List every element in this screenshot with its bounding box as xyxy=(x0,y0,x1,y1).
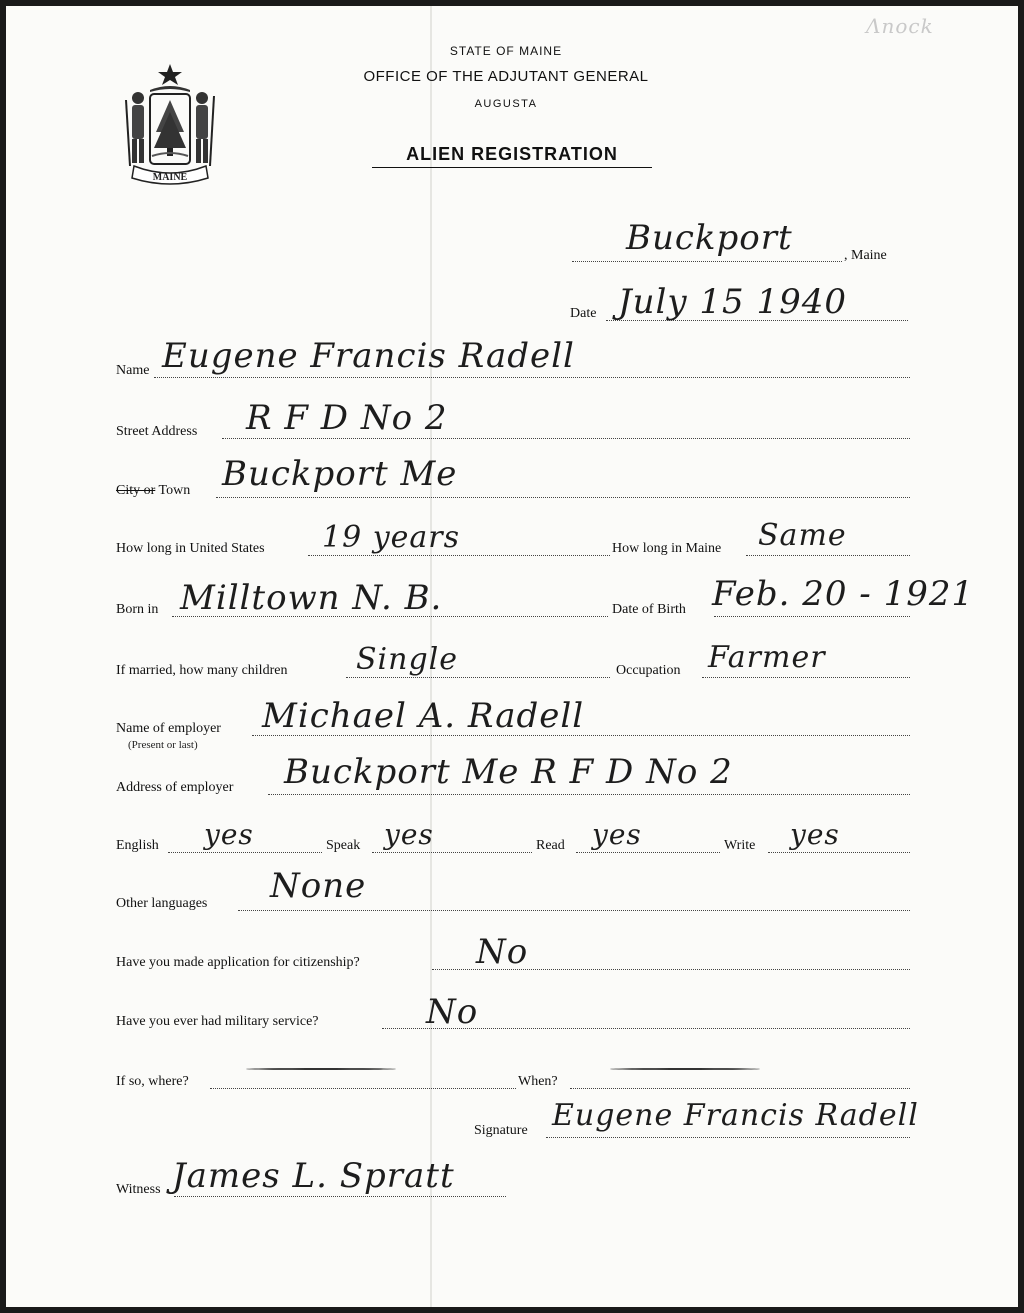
when-line xyxy=(570,1088,910,1089)
where-dash-mark xyxy=(246,1068,396,1070)
employer-address-line xyxy=(268,794,910,795)
children-line xyxy=(346,677,610,678)
street-label: Street Address xyxy=(116,424,198,439)
children-label: If married, how many children xyxy=(116,663,288,678)
witness-line xyxy=(174,1196,506,1197)
speak-label: Speak xyxy=(326,838,361,853)
us-duration-value: 19 years xyxy=(322,520,461,555)
occupation-line xyxy=(702,677,910,678)
birthplace-label: Born in xyxy=(116,602,159,617)
birthplace-value: Milltown N. B. xyxy=(180,578,443,618)
dob-value: Feb. 20 - 1921 xyxy=(712,574,975,614)
occupation-value: Farmer xyxy=(708,640,826,675)
signature-label: Signature xyxy=(474,1123,528,1138)
date-label: Date xyxy=(570,306,597,321)
dob-line xyxy=(714,616,910,617)
town-label-text: Town xyxy=(158,483,191,498)
military-value: No xyxy=(426,992,479,1032)
name-value: Eugene Francis Radell xyxy=(162,336,575,376)
town-value: Buckport Me xyxy=(222,454,458,494)
us-duration-line xyxy=(308,555,610,556)
town-label xyxy=(116,483,190,499)
street-value: R F D No 2 xyxy=(246,398,448,438)
speak-line xyxy=(372,852,532,853)
where-line xyxy=(210,1088,516,1089)
other-languages-value: None xyxy=(270,866,367,906)
header-city: AUGUSTA xyxy=(474,98,538,110)
write-line xyxy=(768,852,910,853)
when-dash-mark xyxy=(610,1068,760,1070)
read-value: yes xyxy=(592,818,642,851)
english-value: yes xyxy=(204,818,254,851)
signature-line xyxy=(546,1137,910,1138)
maine-duration-label: How long in Maine xyxy=(612,541,722,556)
corner-pencil-note: Ʌnock xyxy=(866,14,934,38)
read-label: Read xyxy=(536,838,565,853)
name-label: Name xyxy=(116,363,150,378)
location-line xyxy=(572,261,842,262)
city-label-struck: City or xyxy=(116,483,156,498)
location-suffix: , Maine xyxy=(844,248,887,263)
date-value: July 15 1940 xyxy=(618,282,848,322)
name-line xyxy=(154,377,910,378)
maine-duration-line xyxy=(746,555,910,556)
other-languages-line xyxy=(238,910,910,911)
citizenship-label: Have you made application for citizenship? xyxy=(116,955,360,970)
english-line xyxy=(168,852,322,853)
children-value: Single xyxy=(356,642,459,677)
english-label: English xyxy=(116,838,159,853)
maine-duration-value: Same xyxy=(758,518,847,553)
form-title: ALIEN REGISTRATION xyxy=(372,144,652,168)
occupation-label: Occupation xyxy=(616,663,681,678)
write-value: yes xyxy=(790,818,840,851)
header-state: STATE OF MAINE xyxy=(449,44,563,58)
write-label: Write xyxy=(724,838,756,853)
us-duration-label: How long in United States xyxy=(116,541,265,556)
citizenship-value: No xyxy=(476,932,529,972)
header-office: OFFICE OF THE ADJUTANT GENERAL xyxy=(363,68,649,85)
location-value: Buckport xyxy=(626,218,793,258)
street-line xyxy=(222,438,910,439)
where-label: If so, where? xyxy=(116,1074,189,1089)
read-line xyxy=(576,852,720,853)
other-languages-label: Other languages xyxy=(116,896,208,911)
registration-form-page xyxy=(6,6,1018,1307)
employer-label: Name of employer xyxy=(116,721,221,736)
speak-value: yes xyxy=(384,818,434,851)
employer-address-label: Address of employer xyxy=(116,780,234,795)
town-line xyxy=(216,497,910,498)
when-label: When? xyxy=(518,1074,558,1089)
dob-label: Date of Birth xyxy=(612,602,686,617)
signature-value: Eugene Francis Radell xyxy=(552,1098,919,1133)
witness-label: Witness xyxy=(116,1182,161,1197)
seal-motto: MAINE xyxy=(152,172,188,183)
employer-value: Michael A. Radell xyxy=(262,696,585,736)
employer-sub-label: (Present or last) xyxy=(128,739,198,751)
military-label: Have you ever had military service? xyxy=(116,1014,319,1029)
witness-value: James L. Spratt xyxy=(172,1156,455,1196)
employer-address-value: Buckport Me R F D No 2 xyxy=(284,752,733,792)
